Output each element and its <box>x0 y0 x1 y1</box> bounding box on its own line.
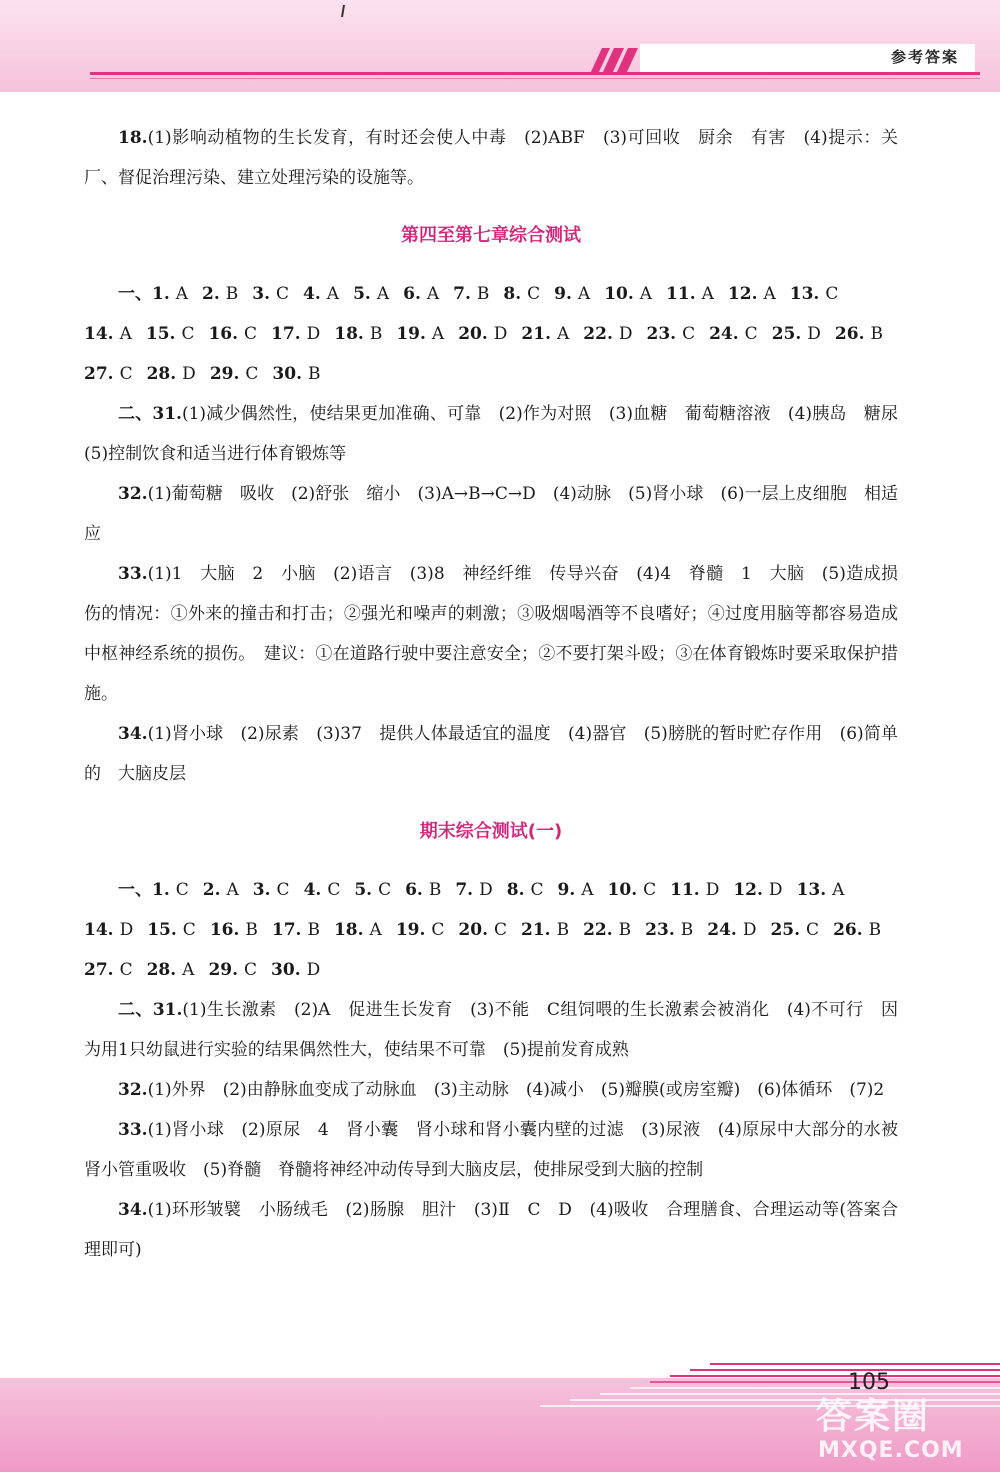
mc-item <box>772 314 827 354</box>
answer-paragraph <box>84 394 916 474</box>
mc-item <box>252 274 295 314</box>
mc-number: 1. <box>152 880 170 900</box>
mc-answer: A <box>577 284 591 304</box>
mc-answer: B <box>870 324 883 344</box>
mc-answer: C <box>806 920 820 940</box>
mc-answer: D <box>742 920 757 940</box>
mc-item <box>396 910 451 950</box>
mc-item <box>396 314 450 354</box>
mc-number: 20. <box>458 324 488 344</box>
question-number: 33. <box>118 564 148 584</box>
mc-number: 30. <box>272 364 302 384</box>
mc-number: 5. <box>353 284 371 304</box>
answer-paragraph <box>84 714 898 794</box>
mc-number: 26. <box>833 920 863 940</box>
answer-text: (1)生长激素 (2)A 促进生长发育 (3)不能 C组饲喂的生长激素会被消化 (4)不可行 因为用1只幼鼠进行实验的结果偶然性大，使结果不可靠 (5)提前发育成熟 <box>84 1000 898 1060</box>
mc-answer: C <box>530 880 544 900</box>
mc-number: 4. <box>303 880 322 900</box>
mc-item <box>833 910 887 950</box>
mc-number: 1. <box>152 284 170 304</box>
mc-answer: A <box>832 880 845 900</box>
mc-number: 15. <box>145 324 176 344</box>
mc-answer: B <box>556 920 570 940</box>
mc-item <box>453 274 495 314</box>
mc-number: 19. <box>396 324 426 344</box>
answer-paragraph <box>84 1070 898 1110</box>
mc-answer: A <box>763 284 776 304</box>
header-rule <box>90 72 980 75</box>
mc-answer: B <box>307 920 320 940</box>
mc-item <box>707 910 762 950</box>
mc-number: 21. <box>521 920 551 940</box>
mc-number: 13. <box>796 880 827 900</box>
mc-number: 25. <box>771 324 802 344</box>
mc-item <box>210 910 264 950</box>
mc-number: 16. <box>208 324 239 344</box>
answer-content <box>84 118 916 1270</box>
header-title: 参考答案 <box>890 48 959 66</box>
answer-text: (1)葡萄糖 吸收 (2)舒张 缩小 (3)A→B→C→D (4)动脉 (5)肾小球 (6)一层上皮细胞 相适应 <box>84 484 898 544</box>
mc-answer: C <box>175 880 189 900</box>
mc-answer: C <box>276 284 290 304</box>
mc-number: 2. <box>202 880 221 900</box>
mc-answer: A <box>226 880 239 900</box>
mc-answer: C <box>327 880 341 900</box>
mc-item <box>521 314 575 354</box>
answer-text: (1)肾小球 (2)尿素 (3)37 提供人体最适宜的温度 (4)器官 (5)膀胱的暂时贮存作用 (6)简单的 大脑皮层 <box>84 724 898 784</box>
mc-answer: B <box>245 920 258 940</box>
mc-item <box>797 870 851 910</box>
mc-answer: C <box>744 324 758 344</box>
mc-row <box>84 314 898 354</box>
mc-item <box>709 314 764 354</box>
mc-item <box>666 274 720 314</box>
mc-number: 26. <box>834 324 865 344</box>
mc-item <box>84 314 138 354</box>
mc-answer: B <box>680 920 694 940</box>
mc-item <box>405 870 447 910</box>
mc-number: 16. <box>209 920 240 940</box>
mc-number: 27. <box>84 364 114 384</box>
mc-answer: B <box>868 920 882 940</box>
mc-item <box>604 274 658 314</box>
mc-item <box>458 314 513 354</box>
mc-item <box>334 314 388 354</box>
mc-answer: D <box>306 960 321 980</box>
mc-item <box>647 314 702 354</box>
mc-answer: D <box>306 324 321 344</box>
question-number: 二、31. <box>118 404 182 424</box>
mc-number: 8. <box>503 284 522 304</box>
mc-number: 27. <box>84 960 114 980</box>
mc-answer: A <box>175 284 189 304</box>
question-number: 32. <box>118 484 148 504</box>
mc-number: 12. <box>733 880 763 900</box>
mc-answer: A <box>431 324 445 344</box>
mc-number: 28. <box>146 960 177 980</box>
page-number: 105 <box>848 1370 890 1395</box>
mc-item <box>202 274 244 314</box>
mc-answer: C <box>182 920 196 940</box>
mc-row <box>84 910 898 950</box>
answer-text: (1)肾小球 (2)原尿 4 肾小囊 肾小球和肾小囊内壁的过滤 (3)尿液 (4)原尿中大部分的水被肾小管重吸收 (5)脊髓 脊髓将神经冲动传导到大脑皮层，使排尿受到大脑的控制 <box>84 1120 898 1180</box>
mc-answer: C <box>527 284 541 304</box>
mc-item <box>458 910 513 950</box>
watermark-sub: MXQE.COM <box>818 1438 964 1463</box>
mc-row <box>84 274 898 314</box>
mc-answer: C <box>119 364 133 384</box>
mc-item <box>670 870 725 910</box>
answer-text: (1)减少偶然性，使结果更加准确、可靠 (2)作为对照 (3)血糖 葡萄糖溶液 (4)胰岛 糖尿 (5)控制饮食和适当进行体育锻炼等 <box>84 404 916 464</box>
question-number: 33. <box>118 1120 148 1140</box>
mc-item <box>84 354 139 394</box>
mc-item <box>271 314 326 354</box>
mc-number: 4. <box>303 284 321 304</box>
mc-number: 13. <box>789 284 820 304</box>
answer-text: (1)外界 (2)由静脉血变成了动脉血 (3)主动脉 (4)减小 (5)瓣膜(或房室瓣) (6)体循环 (7)2 <box>147 1080 885 1100</box>
mc-item <box>84 950 139 990</box>
mc-number: 8. <box>506 880 525 900</box>
mc-number: 5. <box>354 880 373 900</box>
mc-number: 30. <box>271 960 301 980</box>
mc-item <box>507 870 550 910</box>
mc-answer: D <box>705 880 720 900</box>
mc-item <box>728 274 782 314</box>
mc-number: 29. <box>208 960 239 980</box>
mc-number: 23. <box>646 324 677 344</box>
answer-paragraph <box>84 990 898 1070</box>
mc-item <box>790 274 845 314</box>
mc-answer: A <box>119 324 132 344</box>
mc-item <box>733 870 788 910</box>
mc-number: 10. <box>604 284 634 304</box>
answer-text: (1)影响动植物的生长发育，有时还会使人中毒 (2)ABF (3)可回收 厨余 有害 (4)提示：关厂、督促治理污染、建立处理污染的设施等。 <box>84 128 898 188</box>
mc-number: 12. <box>727 284 758 304</box>
mc-item <box>147 910 202 950</box>
mc-answer: D <box>807 324 821 344</box>
mc-answer: D <box>493 324 508 344</box>
mc-row <box>84 354 898 394</box>
header-rule-thin <box>90 78 980 79</box>
mc-answer: B <box>476 284 490 304</box>
mc-answer: C <box>244 960 258 980</box>
mc-item <box>403 274 445 314</box>
mc-number: 22. <box>583 324 613 344</box>
mc-answer: C <box>378 880 392 900</box>
mc-answer: A <box>182 960 195 980</box>
mc-number: 17. <box>271 920 302 940</box>
mc-answer: C <box>643 880 657 900</box>
mc-item <box>304 870 347 910</box>
mc-answer: B <box>369 324 383 344</box>
mc-number: 25. <box>770 920 801 940</box>
mc-answer: B <box>428 880 442 900</box>
mc-item <box>146 314 201 354</box>
section-prefix: 一、 <box>118 284 152 304</box>
mc-answer: D <box>119 920 134 940</box>
mc-row <box>84 870 898 910</box>
mc-answer: A <box>426 284 440 304</box>
mc-number: 20. <box>458 920 488 940</box>
mc-item <box>147 354 202 394</box>
mc-answer: C <box>494 920 508 940</box>
answer-paragraph <box>84 554 898 714</box>
mc-item <box>353 274 395 314</box>
mc-number: 9. <box>554 284 572 304</box>
mc-number: 14. <box>84 324 114 344</box>
mc-answer: B <box>307 364 321 384</box>
mc-item <box>835 314 889 354</box>
mc-item <box>334 910 388 950</box>
mc-answer: B <box>225 284 239 304</box>
section-title: 期末综合测试(一) <box>419 821 563 842</box>
mc-answer: C <box>244 324 258 344</box>
mc-number: 10. <box>607 880 638 900</box>
mc-item <box>253 870 296 910</box>
scan-mark <box>340 4 346 18</box>
mc-item <box>354 870 397 910</box>
mc-number: 24. <box>707 920 737 940</box>
question-number: 二、31. <box>118 1000 183 1020</box>
mc-number: 18. <box>334 324 364 344</box>
mc-item <box>770 910 825 950</box>
mc-number: 11. <box>666 284 696 304</box>
mc-item <box>152 274 194 314</box>
mc-item <box>455 870 498 910</box>
mc-item <box>208 950 263 990</box>
section-title: 第四至第七章综合测试 <box>401 225 581 246</box>
mc-number: 7. <box>453 284 471 304</box>
mc-number: 9. <box>557 880 576 900</box>
mc-number: 29. <box>209 364 240 384</box>
mc-answer: A <box>326 284 340 304</box>
mc-item <box>503 274 546 314</box>
mc-row <box>84 950 898 990</box>
mc-number: 2. <box>202 284 220 304</box>
mc-answer: D <box>479 880 493 900</box>
mc-item <box>583 314 638 354</box>
mc-answer: D <box>182 364 196 384</box>
mc-item <box>208 314 263 354</box>
mc-number: 11. <box>670 880 700 900</box>
mc-number: 14. <box>84 920 114 940</box>
mc-number: 3. <box>252 284 271 304</box>
mc-answer: A <box>581 880 594 900</box>
mc-number: 18. <box>333 920 364 940</box>
mc-answer: C <box>181 324 195 344</box>
mc-item <box>558 870 600 910</box>
mc-answer: C <box>119 960 133 980</box>
mc-item <box>271 950 326 990</box>
mc-item <box>554 274 596 314</box>
answer-paragraph <box>84 1190 898 1270</box>
mc-number: 22. <box>583 920 613 940</box>
mc-number: 28. <box>146 364 177 384</box>
mc-number: 17. <box>271 324 301 344</box>
mc-item <box>272 910 326 950</box>
mc-item <box>521 910 575 950</box>
question-number: 34. <box>118 1200 148 1220</box>
question-number: 32. <box>118 1080 148 1100</box>
answer-paragraph <box>84 118 898 198</box>
multiple-choice-answers <box>84 870 898 990</box>
mc-answer: C <box>682 324 696 344</box>
mc-answer: A <box>369 920 382 940</box>
mc-answer: B <box>618 920 632 940</box>
mc-answer: A <box>639 284 653 304</box>
answer-text: (1)环形皱襞 小肠绒毛 (2)肠腺 胆汁 (3)Ⅱ C D (4)吸收 合理膳食、合理运动等(答案合理即可) <box>84 1200 898 1260</box>
mc-answer: A <box>376 284 390 304</box>
mc-answer: C <box>276 880 290 900</box>
mc-answer: C <box>431 920 445 940</box>
answer-text: (1)1 大脑 2 小脑 (2)语言 (3)8 神经纤维 传导兴奋 (4)4 脊髓 1 大脑 (5)造成损伤的情况：①外来的撞击和打击；②强光和噪声的刺激；③吸烟喝酒等不良嗜好；④过度用脑等都容易造成中枢神经系统的损伤。 建议：①在道路行驶中要注意安全；②不要打架斗殴；③在体育锻炼时要采取保护措施。 <box>84 564 898 704</box>
mc-number: 3. <box>252 880 271 900</box>
answer-paragraph <box>84 474 898 554</box>
mc-item <box>583 910 637 950</box>
mc-number: 21. <box>521 324 551 344</box>
mc-answer: D <box>618 324 633 344</box>
mc-item <box>203 870 245 910</box>
mc-number: 7. <box>455 880 474 900</box>
mc-number: 19. <box>395 920 426 940</box>
mc-item <box>152 870 195 910</box>
question-number: 34. <box>118 724 148 744</box>
mc-number: 6. <box>403 284 421 304</box>
mc-item <box>608 870 663 910</box>
mc-item <box>645 910 699 950</box>
answer-paragraph <box>84 1110 898 1190</box>
mc-item <box>84 910 139 950</box>
header-bar <box>640 44 975 74</box>
mc-number: 24. <box>709 324 739 344</box>
watermark <box>810 1380 995 1470</box>
mc-item <box>303 274 345 314</box>
watermark-main: 答案圈 <box>816 1396 931 1437</box>
mc-answer: D <box>768 880 783 900</box>
section-prefix: 一、 <box>118 880 152 900</box>
mc-number: 15. <box>147 920 177 940</box>
mc-answer: C <box>825 284 839 304</box>
mc-number: 23. <box>645 920 675 940</box>
mc-answer: C <box>245 364 259 384</box>
mc-answer: A <box>557 324 570 344</box>
mc-number: 6. <box>405 880 423 900</box>
mc-item <box>147 950 201 990</box>
mc-item <box>272 354 326 394</box>
question-number: 18. <box>118 128 148 148</box>
mc-answer: A <box>701 284 714 304</box>
mc-item <box>210 354 265 394</box>
multiple-choice-answers <box>84 274 898 394</box>
